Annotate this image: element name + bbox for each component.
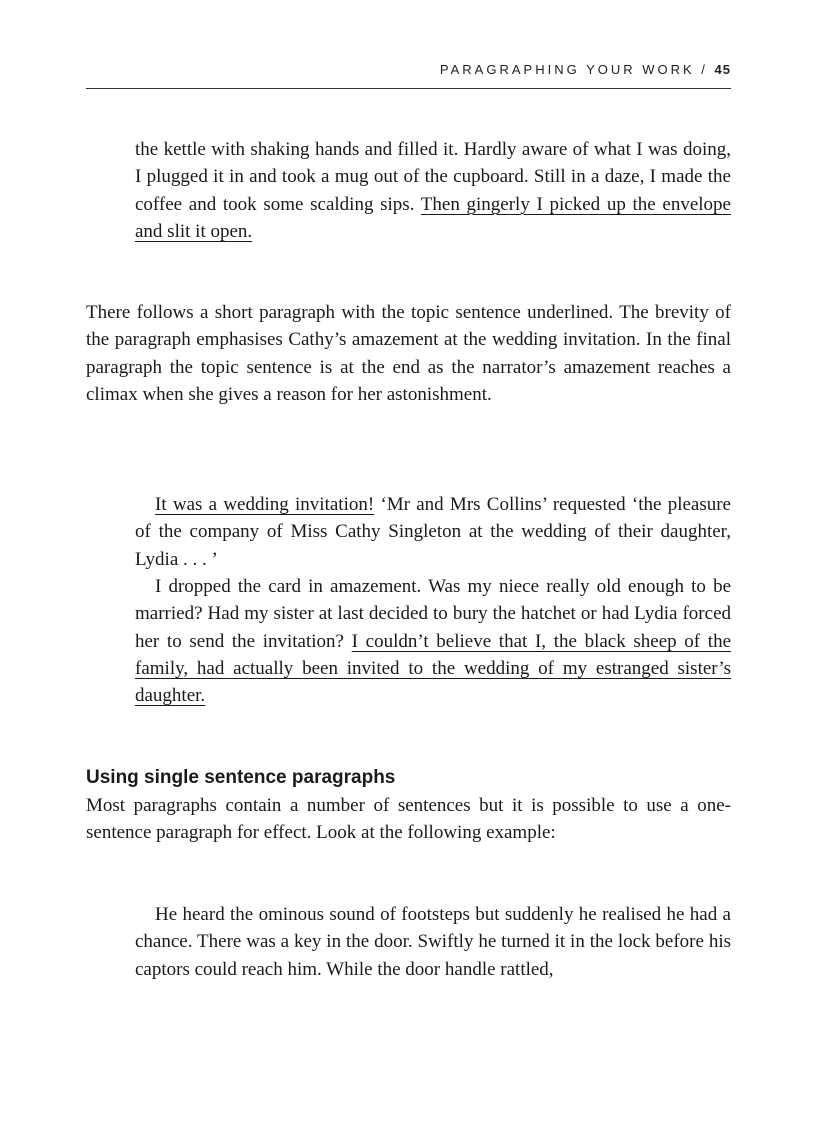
quote-extract-kettle	[135, 136, 731, 245]
quote-text: I dropped the card in amazement. Was my niece really old enough to be married? Had my sister at last decided to bury the hatchet or had Lydia forced her to send the invitation?	[135, 576, 731, 652]
quote-text: ‘Mr and Mrs Collins’ requested ‘the pleasure of the company of Miss Cathy Singleton at the wedding of their daughter, Lydia . . . ’	[135, 494, 731, 570]
quote-extract-footsteps: He heard the ominous sound of footsteps but suddenly he realised he had a chance. There was a key in the door. Swiftly he turned it in the lock before his captors could reach him. While the door handle rattled,	[135, 904, 731, 980]
quote-text: the kettle with shaking hands and filled it. Hardly aware of what I was doing, I plugged it in and took a mug out of the cupboard. Still in a daze, I made the coffee and took some scalding sips.	[135, 139, 731, 215]
running-title: PARAGRAPHING YOUR WORK /	[439, 62, 715, 77]
quote-extract-amazement	[135, 573, 731, 709]
quote-extract-invitation	[135, 491, 731, 573]
section-paragraph: Most paragraphs contain a number of sentences but it is possible to use a one-sentence paragraph for effect. Look at the following example:	[86, 795, 731, 844]
section-heading: Using single sentence paragraphs	[86, 767, 396, 788]
topic-sentence-underlined: I couldn’t believe that I, the black sheep of the family, had actually been invited to the wedding of my estranged sister’s daughter.	[135, 630, 731, 707]
header-rule	[86, 88, 731, 89]
topic-sentence-underlined: Then gingerly I picked up the envelope and slit it open.	[135, 193, 731, 242]
topic-sentence-underlined: It was a wedding invitation!	[155, 494, 375, 515]
page-number: 45	[714, 62, 731, 77]
running-head	[86, 62, 731, 77]
commentary-paragraph: There follows a short paragraph with the topic sentence underlined. The brevity of the paragraph emphasises Cathy’s amazement at the wedding invitation. In the final paragraph the topic sentence is at the end as the narrator’s amazement reaches a climax when she gives a reason for her astonishment.	[86, 302, 731, 405]
